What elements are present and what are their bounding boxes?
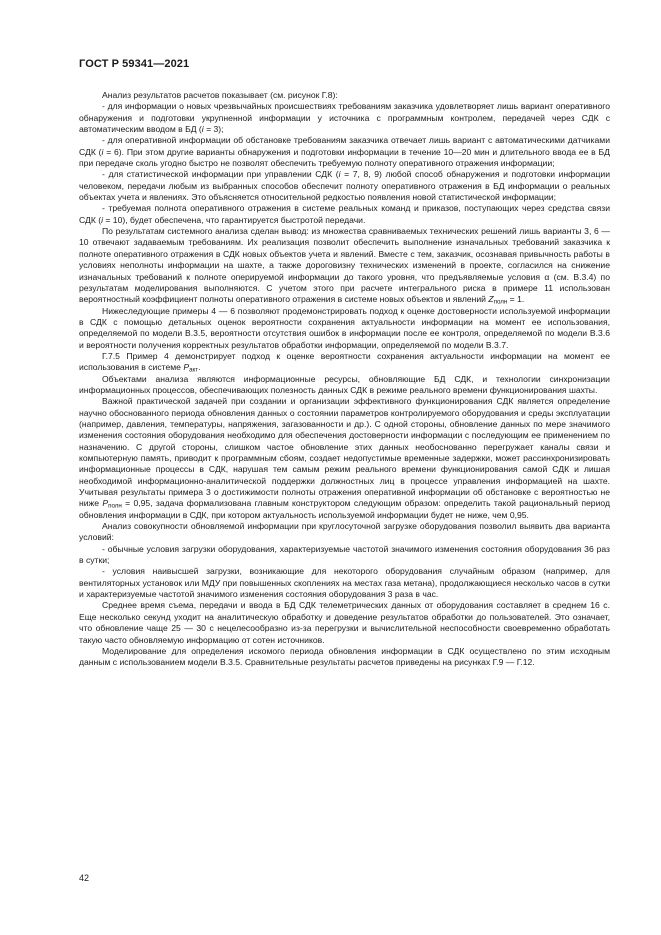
paragraph: - для оперативной информации об обстановке требованиям заказчика отвечает лишь вариант с автоматическими датчиками СДК (i = 6). При этом другие варианты обнаружения и подготовки информации в течение 10—20 мин и длительного ввода ее в БД при передаче сколь угодно быстро не позволят обеспечить требуемую полноту оперативного отражения информации; xyxy=(79,135,610,169)
paragraph: - для статистической информации при управлении СДК (i = 7, 8, 9) любой способ обнаружения и подготовки информации человеком, передачи любым из выбранных способов обеспечит полноту оперативного отражения в БД информации о реальных объектах учета и явлениях. Это объясняется относительной редкостью появления новой статистической информации; xyxy=(79,169,610,203)
paragraph: По результатам системного анализа сделан вывод: из множества сравниваемых технических решений лишь варианты 3, 6 — 10 отвечают задаваемым требованиям. Их реализация позволит обеспечить выполнение изначальных требований заказчика к полноте оперативного отражения в СДК новых объектов учета и явлений. Вместе с тем, заказчик, осознавая привычность работы в условиях неполноты информации на шахте, а также дороговизну технических изменений в проекте, согласился на снижение изначальных требований к полноте оперируемой информации до такого уровня, что предъявляемые условия α (см. В.3.4) по результатам моделирования выполняются. С учетом этого при расчете интегрального риска в примере 11 использован вероятностный коэффициент полноты оперативного отражения в системе новых объектов и явлений $Z_{полн} = 1$. xyxy=(79,226,610,306)
paragraph: Нижеследующие примеры 4 — 6 позволяют продемонстрировать подход к оценке достоверности используемой информации в СДК с помощью детальных оценок вероятности сохранения актуальности информации на момент ее использования, определяемой по модели В.3.5, вероятности отсутствия ошибок в информации после ее контроля, определяемой по модели В.3.6 и вероятности получения корректных результатов обработки информации, определяемой по модели В.3.7. xyxy=(79,305,610,350)
paragraph: - для информации о новых чрезвычайных происшествиях требованиям заказчика удовлетворяет лишь вариант оперативного обнаружения и подготовки укрупненной информации у источника с программным контролем, передачей через СДК с автоматическим вводом в БД (i = 3); xyxy=(79,101,610,135)
paragraph: Важной практической задачей при создании и организации эффективного функционирования СДК является определение научно обоснованного периода обновления данных о состоянии параметров контролируемого оборудования и среды эксплуатации (например, давления, температуры, напряжения, загазованности и др.). С одной стороны, обновление данных по мере значимого изменения состояния оборудования необходимо для обеспечения достоверности информации с последующим ее применением по назначению. С другой стороны, слишком частое обновление этих данных необоснованно перегружает каналы связи и компьютерную память, приводит к программным сбоям, создает недопустимые временные задержки, может рассинхронизировать информационные процессы в СДК, нарушая тем самым режим реального времени функционирования самой СДК и лишая необходимой информационно-аналитической поддержки должностных лиц в процессе управления информацией на шахте. Учитывая результаты примера 3 о достижимости полноты отражения оперативной информации об обстановке с вероятностью не ниже $P_{полн} = 0,95$, задача формализована главным конструктором следующим образом: определить такой рациональный период обновления информации в СДК, при котором актуальность используемой информации будет не ниже, чем 0,95. xyxy=(79,396,610,520)
standard-header: ГОСТ Р 59341—2021 xyxy=(79,58,190,70)
paragraph: Анализ результатов расчетов показывает (см. рисунок Г.8): xyxy=(102,90,338,100)
paragraph: - условия наивысшей загрузки, возникающие для некоторого оборудования случайным образом (например, для вентиляторных установок или МДУ при повышенных скоплениях на местах газа метана), продолжающиеся несколько часов в сутки и характеризуемые частотой значимого изменения состояния оборудования 3 раза в час. xyxy=(79,566,610,600)
paragraph: Анализ совокупности обновляемой информации при круглосуточной загрузке оборудования позволил выявить два варианта условий: xyxy=(79,521,610,543)
paragraph: Моделирование для определения искомого периода обновления информации в СДК осуществлено по этим исходным данным с использованием модели В.3.5. Сравнительные результаты расчетов приведены на рисунках Г.9 — Г.12. xyxy=(79,645,610,668)
paragraph: - требуемая полнота оперативного отражения в системе реальных команд и приказов, поступающих через средства связи СДК (i = 10), будет обеспечена, что гарантируется быстротой передачи. xyxy=(79,203,610,225)
paragraph: Среднее время съема, передачи и ввода в БД СДК телеметрических данных от оборудования составляет в среднем 16 с. Еще несколько секунд уходит на аналитическую обработку и доведение результатов обработки до пользователей. Это означает, что обновление чаще 25 — 30 с нецелесообразно из-за перегрузки и вычислительной неспособности своевременно обработать такую часто обновляемую информацию от сотен источников. xyxy=(79,600,610,645)
paragraph: Г.7.5 Пример 4 демонстрирует подход к оценке вероятности сохранения актуальности информации на момент ее использования в системе $P_{акт}$. xyxy=(79,350,610,374)
document-body xyxy=(79,90,610,669)
paragraph: Объектами анализа являются информационные ресурсы, обновляющие БД СДК, и технологии синхронизации информационных процессов, обеспечивающих полезность данных СДК в режиме реального времени функционирования шахты. xyxy=(79,373,610,395)
paragraph: - обычные условия загрузки оборудования, характеризуемые частотой значимого изменения состояния оборудования 36 раз в сутки; xyxy=(79,543,610,566)
page-number: 42 xyxy=(79,873,90,883)
